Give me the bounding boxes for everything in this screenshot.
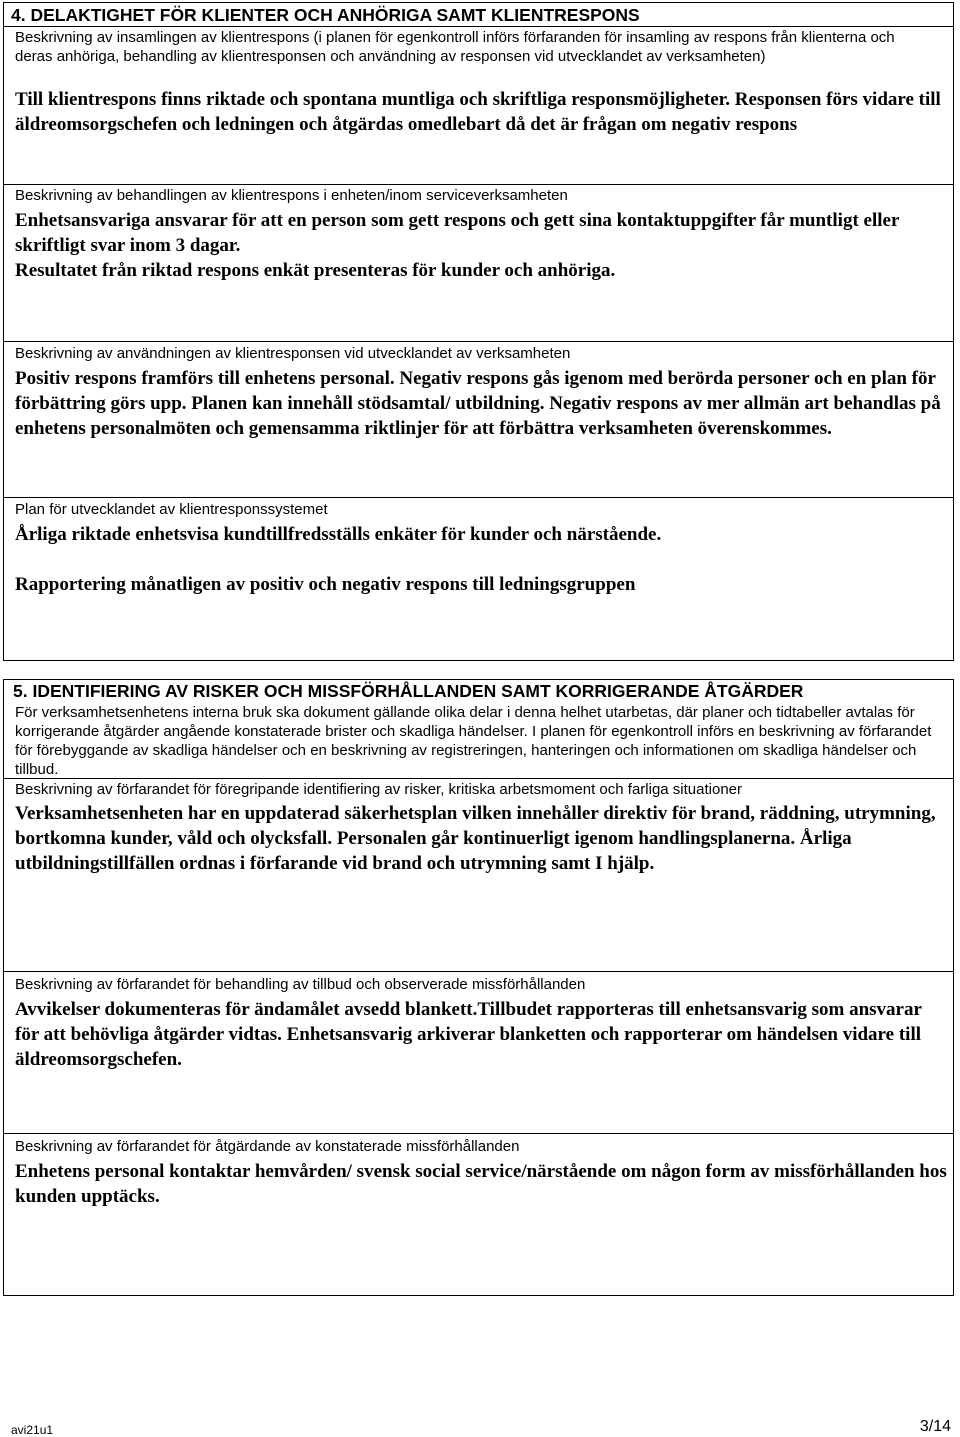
collection-description: Beskrivning av insamlingen av klientrespons (i planen för egenkontroll införs förfaranden för insamling av respons från klienterna och deras anhöriga, behandling av klientresponsen och användning av responsen vid utvecklandet av verksamheten): [15, 29, 895, 65]
correction-answer: Enhetens personal kontaktar hemvården/ svensk social service/närstående om någon form av missförhållanden hos kunden upptäcks.: [15, 1161, 947, 1207]
plan-answer-2: Rapportering månatligen av positiv och negativ respons till ledningsgruppen: [15, 574, 636, 595]
divider: [4, 26, 953, 27]
divider: [4, 1133, 953, 1134]
section-5-description: För verksamhetsenhetens interna bruk ska dokument gällande olika delar i denna helhet utarbetas, där planer och tidtabeller avtalas för korrigerande åtgärder angående konstaterade brister och skadliga händelser. I planen för egenkontroll införs en beskrivning av förfarandet för förebyggande av skadliga händelser och en beskrivning av registreringen, hanteringen och informationen om skadliga händelser och tillbud.: [15, 704, 932, 778]
prevention-answer: Verksamhetsenheten har en uppdaterad säkerhetsplan vilken innehåller direktiv för brand, räddning, utrymning, bortkomna kunder, våld och olycksfall. Personalen går kontinuerligt igenom handlingsplanerna. Årliga utbildningstillfällen ordnas i förfarande vid brand och utrymning samt I hjälp.: [15, 803, 936, 874]
handling-label: Beskrivning av behandlingen av klientrespons i enheten/inom serviceverksamheten: [15, 187, 568, 204]
incident-answer: Avvikelser dokumenteras för ändamålet avsedd blankett.Tillbudet rapporteras till enhetsansvarig som ansvarar för att behövliga åtgärder vidtas. Enhetsansvarig arkiverar blanketten och rapporterar om händelsen vidare till äldreomsorgschefen.: [15, 999, 922, 1070]
divider: [4, 341, 953, 342]
section-4-title: 4. DELAKTIGHET FÖR KLIENTER OCH ANHÖRIGA SAMT KLIENTRESPONS: [11, 5, 640, 25]
correction-label: Beskrivning av förfarandet för åtgärdande av konstaterade missförhållanden: [15, 1138, 520, 1155]
document-code: avi21u1: [11, 1423, 54, 1437]
divider: [4, 184, 953, 185]
page-number: 3/14: [919, 1418, 951, 1435]
usage-answer: Positiv respons framförs till enhetens personal. Negativ respons gås igenom med berörda personer och en plan för förbättring görs upp. Planen kan innehåll stödsamtal/ utbildning. Negativ respons av mer allmän art behandlas på enhetens personalmöten och gemensamma riktlinjer för att förbättra verksamheten överenskommes.: [15, 368, 941, 439]
handling-answer-2: Resultatet från riktad respons enkät presenteras för kunder och anhöriga.: [15, 260, 616, 281]
incident-label: Beskrivning av förfarandet för behandling av tillbud och observerade missförhållanden: [15, 976, 586, 993]
prevention-label: Beskrivning av förfarandet för föregripande identifiering av risker, kritiska arbetsmoment och farliga situationer: [15, 781, 743, 798]
section-5-title: 5. IDENTIFIERING AV RISKER OCH MISSFÖRHÅLLANDEN SAMT KORRIGERANDE ÅTGÄRDER: [13, 681, 804, 701]
divider: [4, 971, 953, 972]
section-4-box: [3, 2, 954, 661]
divider: [4, 778, 953, 779]
plan-label: Plan för utvecklandet av klientresponssystemet: [15, 501, 328, 518]
section-5-box: [3, 679, 954, 1296]
usage-label: Beskrivning av användningen av klientresponsen vid utvecklandet av verksamheten: [15, 345, 571, 362]
divider: [4, 497, 953, 498]
handling-answer: Enhetsansvariga ansvarar för att en person som gett respons och gett sina kontaktuppgifter får muntligt eller skriftligt svar inom 3 dagar.: [15, 210, 900, 256]
collection-answer: Till klientrespons finns riktade och spontana muntliga och skriftliga responsmöjligheter. Responsen förs vidare till äldreomsorgschefen och ledningen och åtgärdas omedlebart då det är frågan om negativ respons: [15, 89, 941, 135]
plan-answer: Årliga riktade enhetsvisa kundtillfredsställs enkäter för kunder och närstående.: [15, 524, 662, 545]
